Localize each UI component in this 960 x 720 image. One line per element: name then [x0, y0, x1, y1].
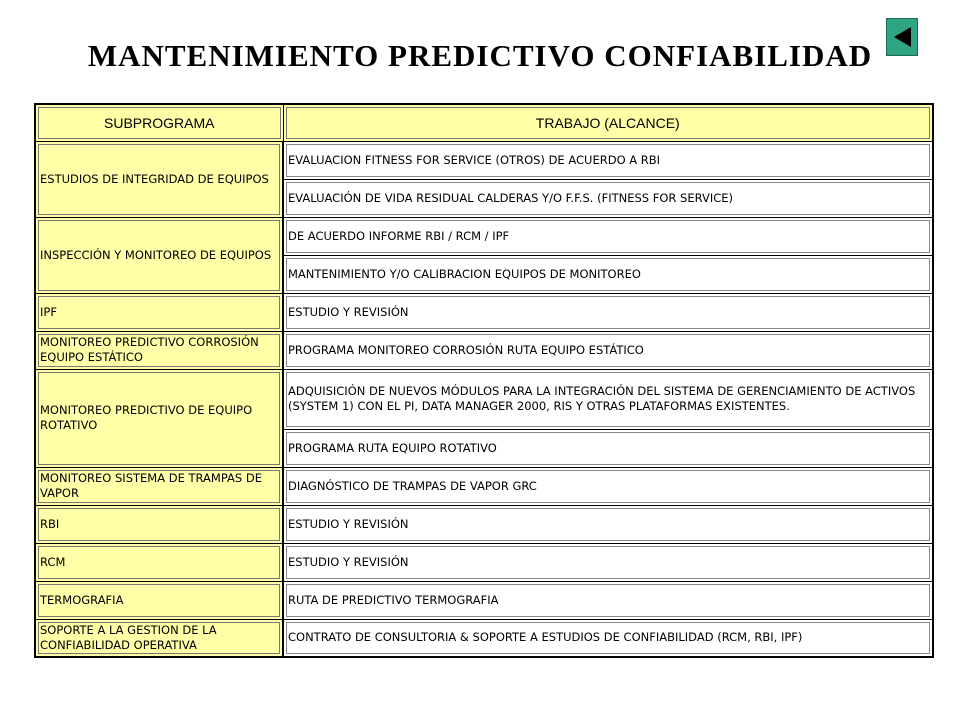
task-cell: [283, 179, 933, 217]
subprogram-cell: [35, 543, 283, 581]
task-label: ADQUISICIÓN DE NUEVOS MÓDULOS PARA LA INTEGRACIÓN DEL SISTEMA DE GERENCIAMIENTO DE ACTIVOS (SYSTEM 1) CON EL PI, DATA MANAGER 2000, RIS Y OTRAS PLATAFORMAS EXISTENTES.: [288, 384, 916, 413]
task-cell: [283, 619, 933, 657]
task-label: DIAGNÓSTICO DE TRAMPAS DE VAPOR GRC: [288, 478, 537, 493]
back-arrow-icon: [887, 19, 917, 55]
task-label: ESTUDIO Y REVISIÓN: [288, 516, 409, 531]
task-label: RUTA DE PREDICTIVO TERMOGRAFIA: [288, 592, 499, 607]
task-label: CONTRATO DE CONSULTORIA & SOPORTE A ESTUDIOS DE CONFIABILIDAD (RCM, RBI, IPF): [288, 630, 803, 645]
subprogram-cell: [35, 505, 283, 543]
task-label: MANTENIMIENTO Y/O CALIBRACION EQUIPOS DE MONITOREO: [288, 266, 641, 281]
subprogram-cell: [35, 467, 283, 505]
table-row: [35, 369, 933, 429]
task-label: PROGRAMA MONITOREO CORROSIÓN RUTA EQUIPO ESTÁTICO: [288, 342, 644, 357]
subprogram-label: MONITOREO PREDICTIVO DE EQUIPO ROTATIVO: [40, 403, 253, 432]
task-cell: [283, 293, 933, 331]
subprogram-label: RCM: [40, 554, 66, 569]
subprogram-cell: [35, 293, 283, 331]
task-cell: [283, 581, 933, 619]
subprogram-label: IPF: [40, 304, 57, 319]
task-cell: [283, 429, 933, 467]
task-cell: [283, 505, 933, 543]
column-header-trabajo: TRABAJO (ALCANCE): [283, 104, 933, 141]
task-label: ESTUDIO Y REVISIÓN: [288, 554, 409, 569]
table-row: [35, 543, 933, 581]
task-cell: [283, 543, 933, 581]
task-label: EVALUACIÓN DE VIDA RESIDUAL CALDERAS Y/O F.F.S. (FITNESS FOR SERVICE): [288, 190, 734, 205]
task-cell: [283, 255, 933, 293]
task-cell: [283, 467, 933, 505]
program-table: [34, 103, 934, 658]
subprogram-cell: [35, 369, 283, 467]
table-row: [35, 467, 933, 505]
task-cell: [283, 217, 933, 255]
subprogram-label: MONITOREO SISTEMA DE TRAMPAS DE VAPOR: [40, 471, 262, 500]
column-header-subprograma: SUBPROGRAMA: [35, 104, 283, 141]
page-title: MANTENIMIENTO PREDICTIVO CONFIABILIDAD: [87, 38, 873, 73]
subprogram-label: TERMOGRAFIA: [40, 592, 124, 607]
subprogram-label: INSPECCIÓN Y MONITOREO DE EQUIPOS: [40, 247, 272, 262]
table-row: [35, 141, 933, 179]
task-label: EVALUACION FITNESS FOR SERVICE (OTROS) DE ACUERDO A RBI: [288, 152, 661, 167]
subprogram-label: MONITOREO PREDICTIVO CORROSIÓN EQUIPO ESTÁTICO: [40, 335, 259, 364]
table-row: [35, 331, 933, 369]
table-row: [35, 217, 933, 255]
subprogram-cell: [35, 581, 283, 619]
task-label: DE ACUERDO INFORME RBI / RCM / IPF: [288, 228, 510, 243]
table-row: [35, 619, 933, 657]
subprogram-cell: [35, 217, 283, 293]
task-cell: [283, 141, 933, 179]
back-button[interactable]: [886, 18, 918, 56]
table-row: [35, 505, 933, 543]
subprogram-cell: [35, 331, 283, 369]
task-cell: [283, 369, 933, 429]
subprogram-cell: [35, 141, 283, 217]
table-row: [35, 581, 933, 619]
table-row: [35, 293, 933, 331]
subprogram-label: ESTUDIOS DE INTEGRIDAD DE EQUIPOS: [40, 171, 269, 186]
subprogram-cell: [35, 619, 283, 657]
task-label: ESTUDIO Y REVISIÓN: [288, 304, 409, 319]
task-cell: [283, 331, 933, 369]
task-label: PROGRAMA RUTA EQUIPO ROTATIVO: [288, 440, 497, 455]
subprogram-label: RBI: [40, 516, 60, 531]
table-header-row: [35, 104, 933, 141]
subprogram-label: SOPORTE A LA GESTION DE LA CONFIABILIDAD OPERATIVA: [40, 622, 217, 652]
